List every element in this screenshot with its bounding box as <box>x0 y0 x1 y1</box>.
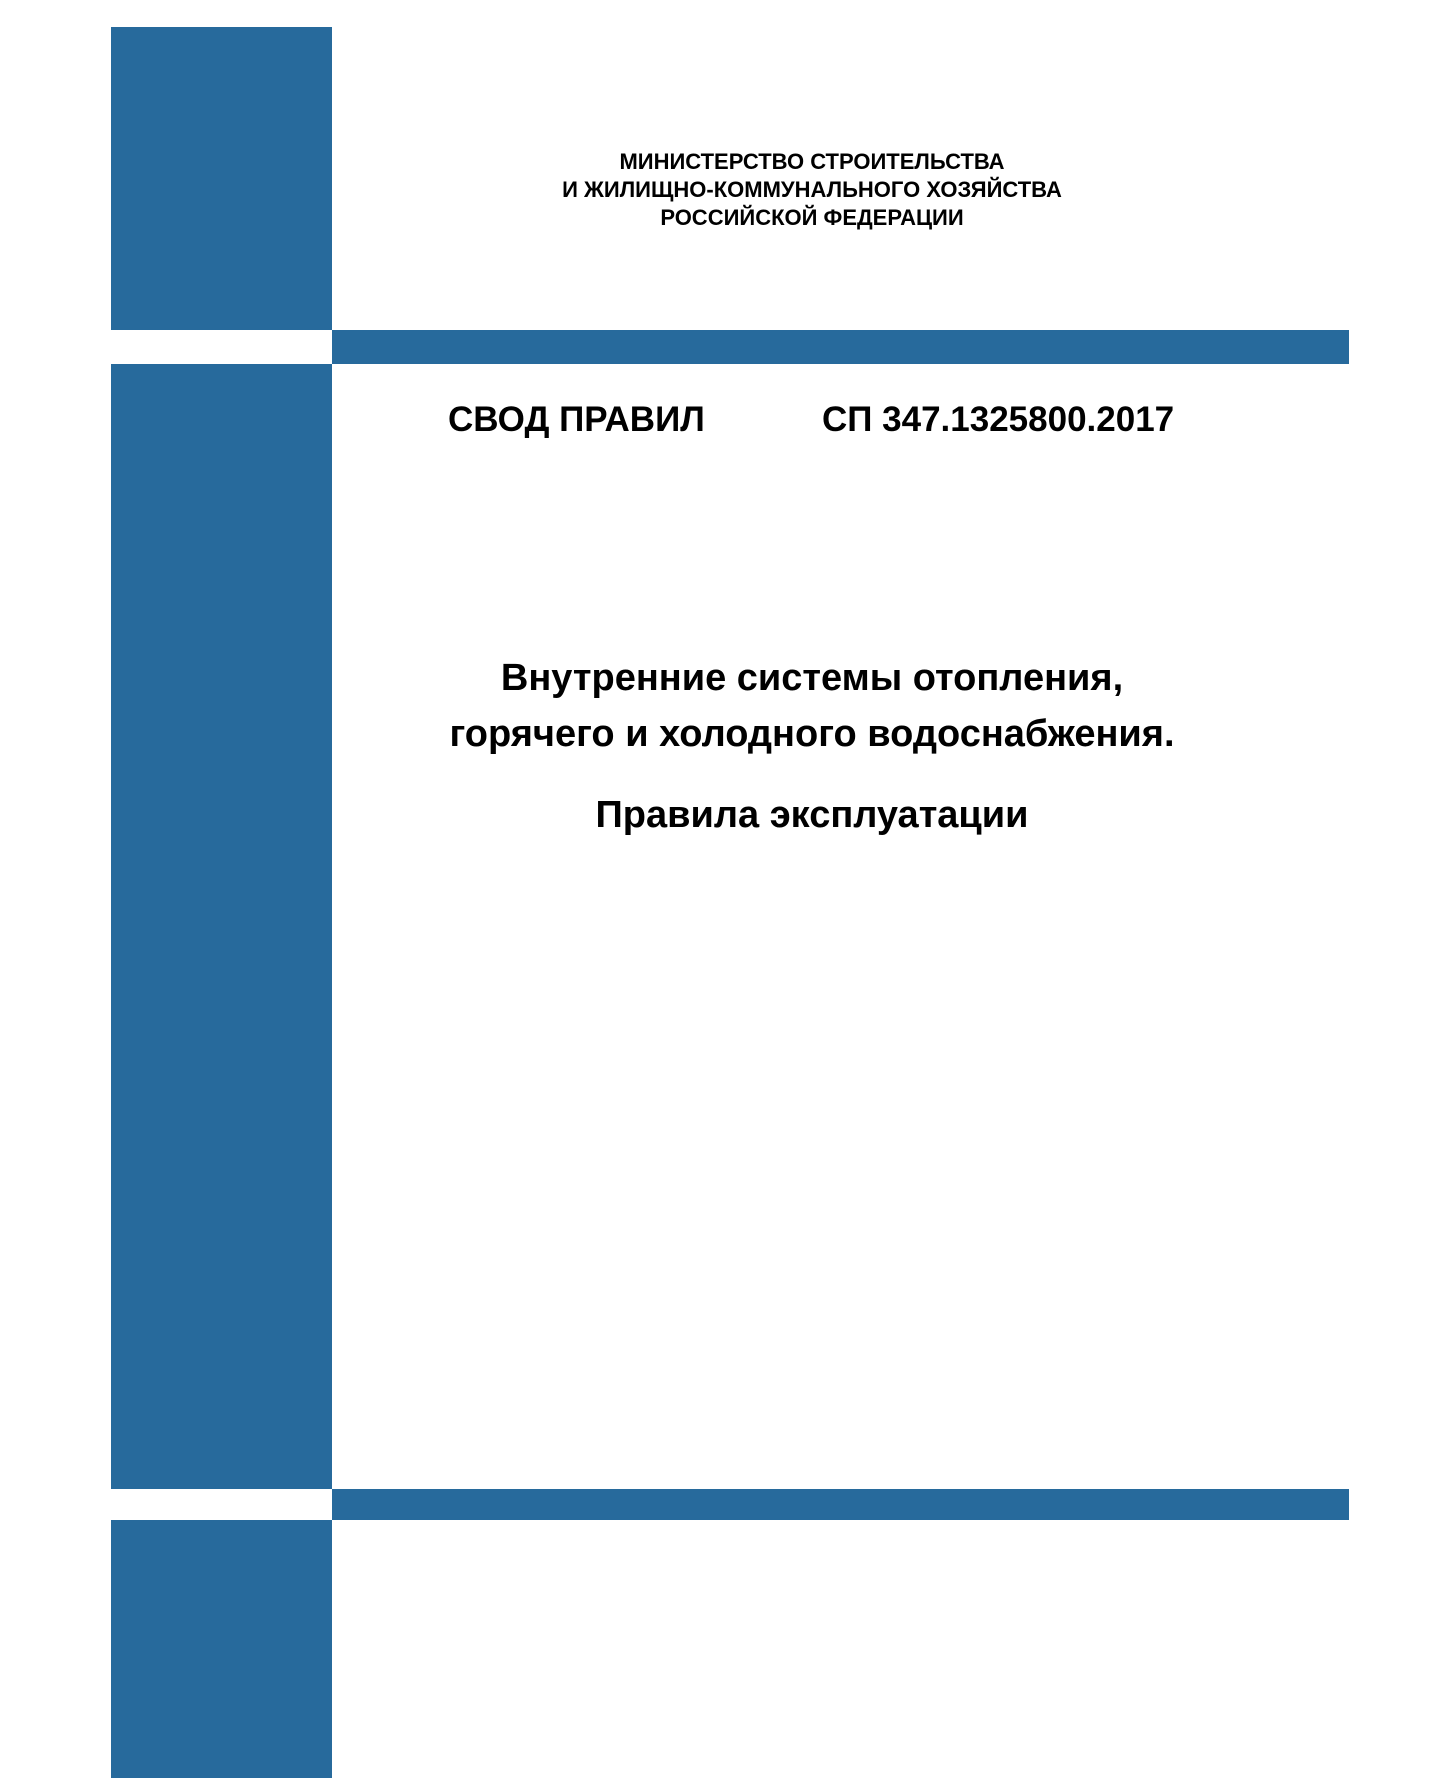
decorative-bar-bottom-left <box>111 1520 332 1778</box>
decorative-band-bottom <box>332 1489 1349 1520</box>
document-subtitle: Правила эксплуатации <box>595 794 1029 836</box>
document-number: СП 347.1325800.2017 <box>822 400 1175 439</box>
decorative-bar-middle-left <box>111 364 332 1489</box>
ministry-line-3: РОССИЙСКОЙ ФЕДЕРАЦИИ <box>660 205 964 230</box>
ministry-line-2: И ЖИЛИЩНО-КОММУНАЛЬНОГО ХОЗЯЙСТВА <box>562 177 1062 202</box>
document-type: СВОД ПРАВИЛ <box>448 400 705 439</box>
title-line-1: Внутренние системы отопления, <box>500 657 1124 699</box>
ministry-header <box>332 148 1292 232</box>
decorative-band-top <box>332 330 1349 364</box>
decorative-bar-top-left <box>111 27 332 330</box>
title-line-2: горячего и холодного водоснабжения. <box>449 713 1175 755</box>
ministry-line-1: МИНИСТЕРСТВО СТРОИТЕЛЬСТВА <box>619 149 1005 174</box>
document-title <box>332 650 1292 762</box>
